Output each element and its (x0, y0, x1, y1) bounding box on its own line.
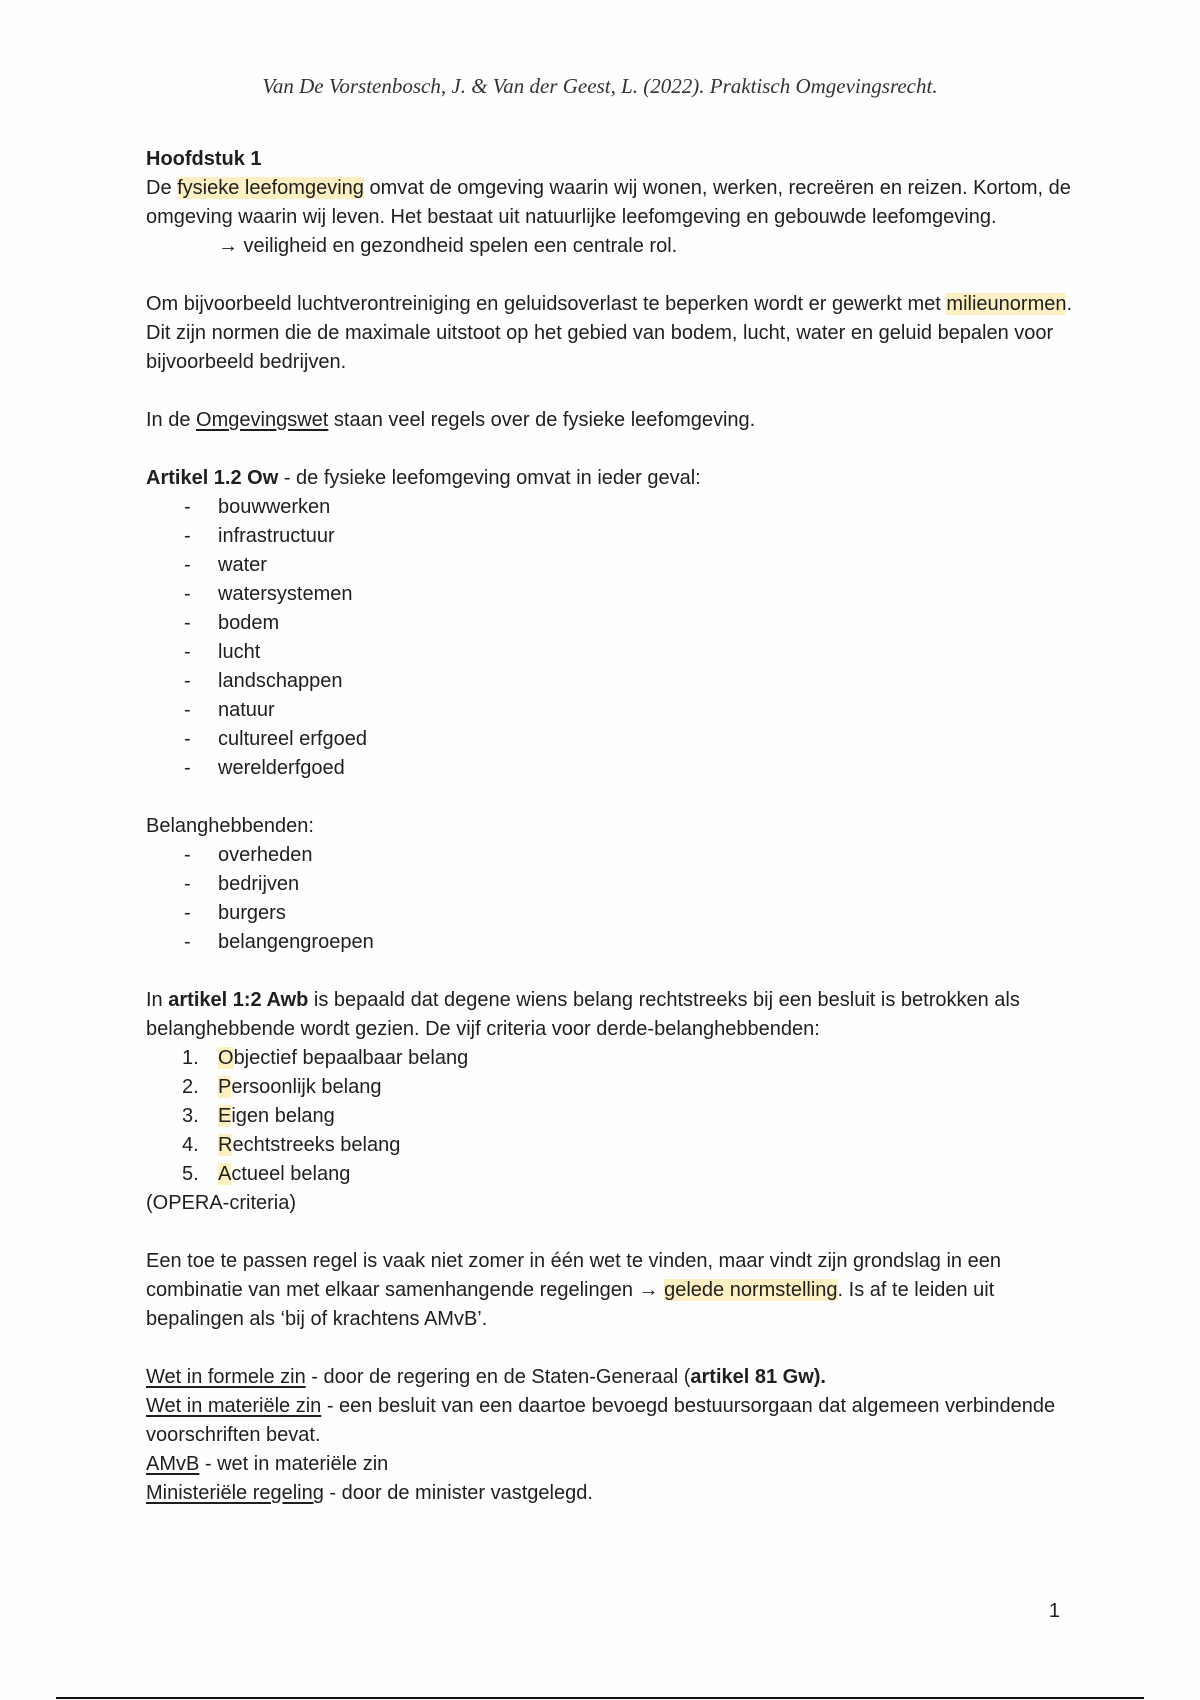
definition-amvb: AMvB - wet in materiële zin (146, 1453, 389, 1475)
list-item: - bouwwerken (146, 493, 1076, 522)
list-item: 5. Actueel belang (182, 1163, 351, 1185)
highlight-fysieke-leefomgeving: fysieke leefomgeving (177, 177, 364, 199)
list-item: - watersystemen (146, 580, 1076, 609)
list-item: - water (146, 551, 1076, 580)
omgevingswet-paragraph: In de Omgevingswet staan veel regels over de fysieke leefomgeving. (146, 409, 756, 431)
list-item: - natuur (146, 696, 1076, 725)
gelede-normstelling-paragraph: Een toe te passen regel is vaak niet zomer in één wet te vinden, maar vindt zijn grondslag in een combinatie van met elkaar samenhangende regelingen → gelede normstelling. Is af te leiden uit bepalingen als ‘bij of krachtens AMvB’. (146, 1250, 1001, 1330)
belanghebbenden-list (146, 841, 1076, 957)
list-item: - lucht (146, 638, 1076, 667)
definition-ministeriele-regeling: Ministeriële regeling - door de minister vastgelegd. (146, 1482, 593, 1504)
leefomgeving-list (146, 493, 1076, 783)
belanghebbenden-label: Belanghebbenden: (146, 815, 314, 837)
opera-note: (OPERA-criteria) (146, 1192, 297, 1214)
list-item: 3. Eigen belang (182, 1105, 335, 1127)
list-item: - bedrijven (146, 870, 1076, 899)
list-item: - bodem (146, 609, 1076, 638)
opera-criteria-list (146, 1044, 1076, 1189)
list-item: - werelderfgoed (146, 754, 1076, 783)
list-item: - infrastructuur (146, 522, 1076, 551)
definition-wet-materiele-zin: Wet in materiële zin - een besluit van een daartoe bevoegd bestuursorgaan dat algemeen verbindende voorschriften bevat. (146, 1395, 1056, 1446)
intro-paragraph: De fysieke leefomgeving omvat de omgeving waarin wij wonen, werken, recreëren en reizen. Kortom, de omgeving waarin wij leven. Het bestaat uit natuurlijke leefomgeving en gebouwde leefomgeving. (146, 177, 1071, 228)
highlight-milieunormen: milieunormen (946, 293, 1067, 315)
highlight-gelede-normstelling: gelede normstelling (664, 1279, 838, 1301)
list-item: - burgers (146, 899, 1076, 928)
page-number: 1 (1048, 1600, 1060, 1622)
document-body (146, 145, 1076, 1508)
awb-paragraph: In artikel 1:2 Awb is bepaald dat degene wiens belang rechtstreeks bij een besluit is betrokken als belanghebbende wordt gezien. De vijf criteria voor derde-belanghebbenden: (146, 989, 1020, 1040)
page-header-citation: Van De Vorstenbosch, J. & Van der Geest, L. (2022). Praktisch Omgevingsrecht. (262, 74, 938, 98)
list-item: 4. Rechtstreeks belang (182, 1134, 401, 1156)
list-item: - belangengroepen (146, 928, 1076, 957)
list-item: 2. Persoonlijk belang (182, 1076, 382, 1098)
list-item: 1. Objectief bepaalbaar belang (182, 1047, 469, 1069)
definition-wet-formele-zin: Wet in formele zin - door de regering en de Staten-Generaal (artikel 81 Gw). (146, 1366, 826, 1388)
page-bottom-divider (56, 1697, 1144, 1699)
artikel-1-2-heading: Artikel 1.2 Ow - de fysieke leefomgeving omvat in ieder geval: (146, 467, 701, 489)
list-item: - cultureel erfgoed (146, 725, 1076, 754)
milieunormen-paragraph: Om bijvoorbeeld luchtverontreiniging en geluidsoverlast te beperken wordt er gewerkt met milieunormen. Dit zijn normen die de maximale uitstoot op het gebied van bodem, lucht, water en geluid bepalen voor bijvoorbeeld bedrijven. (146, 293, 1073, 373)
omgevingswet-term: Omgevingswet (196, 409, 329, 431)
list-item: - landschappen (146, 667, 1076, 696)
list-item: - overheden (146, 841, 1076, 870)
chapter-title: Hoofdstuk 1 (146, 148, 262, 170)
arrow-note: → veiligheid en gezondheid spelen een centrale rol. (218, 235, 678, 257)
